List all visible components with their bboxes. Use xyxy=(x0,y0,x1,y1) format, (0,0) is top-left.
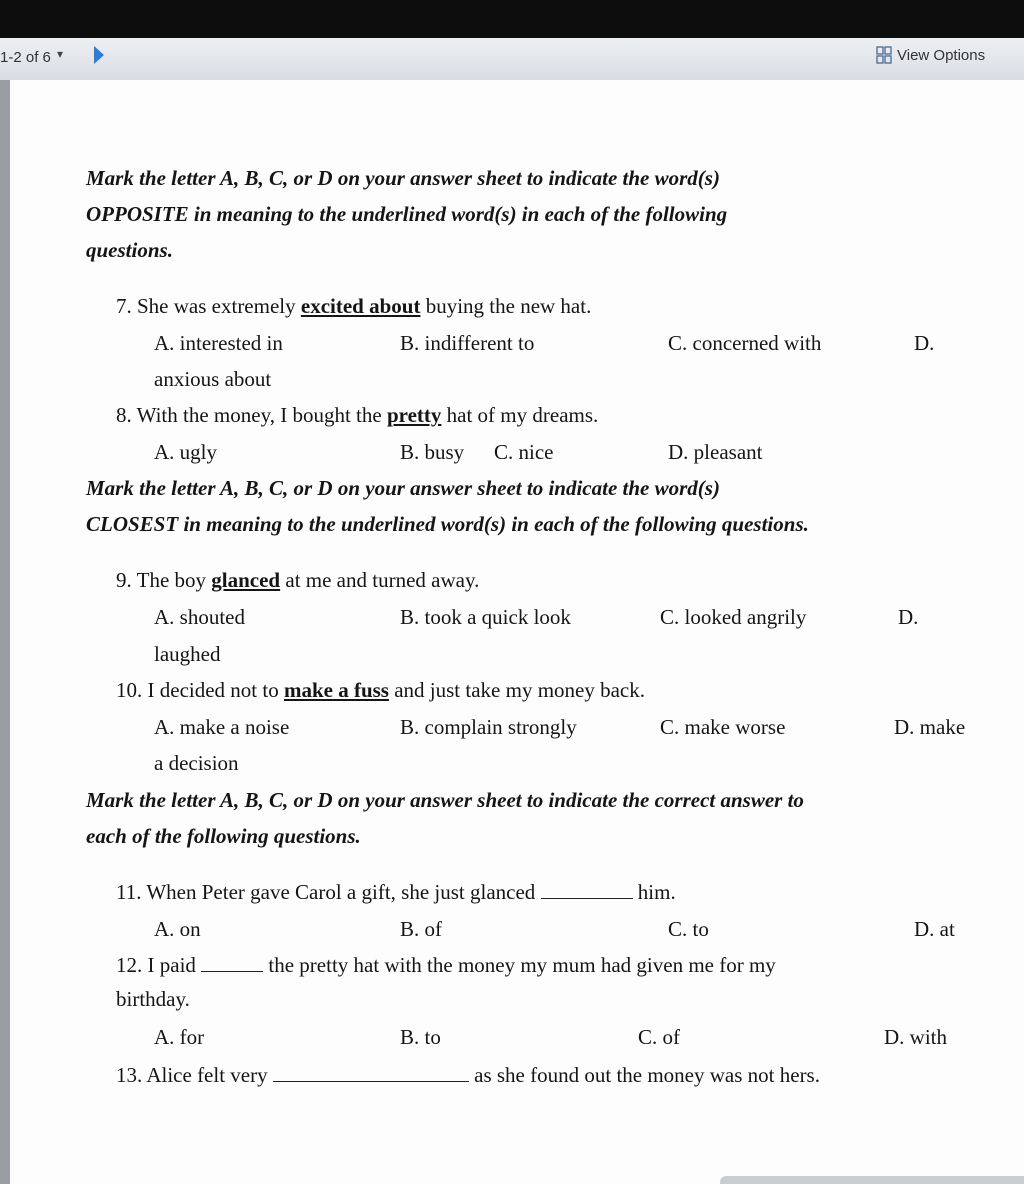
q10-prefix: 10. I decided not to xyxy=(116,678,284,702)
q10-suffix: and just take my money back. xyxy=(388,678,646,702)
section1-instruction-line-3: questions. xyxy=(86,238,173,262)
question-12 xyxy=(116,953,776,978)
q7-option-a: A. interested in xyxy=(154,331,283,355)
view-options-button[interactable] xyxy=(876,46,985,64)
section2-instruction-line-1: Mark the letter A, B, C, or D on your answer sheet to indicate the word(s) xyxy=(86,476,720,500)
q9-option-b: B. took a quick look xyxy=(400,605,571,629)
section1-instruction-line-1: Mark the letter A, B, C, or D on your answer sheet to indicate the word(s) xyxy=(86,166,720,190)
q12-option-d: D. with xyxy=(884,1025,947,1049)
view-options-label: View Options xyxy=(897,46,986,64)
window-top-bar xyxy=(0,0,1024,38)
q8-suffix: hat of my dreams. xyxy=(441,403,599,427)
view-options-icon xyxy=(876,46,892,64)
reader-toolbar xyxy=(0,38,1024,81)
q11-option-d: D. at xyxy=(914,917,955,941)
q12-wrap: birthday. xyxy=(116,987,190,1011)
q10-option-c: C. make worse xyxy=(660,715,786,739)
q7-suffix: buying the new hat. xyxy=(420,294,592,318)
q7-prefix: 7. She was extremely xyxy=(116,294,301,318)
q7-option-b: B. indifferent to xyxy=(400,331,535,355)
q9-underlined-word: glanced xyxy=(211,568,281,592)
question-7 xyxy=(116,294,591,319)
q12-option-a: A. for xyxy=(154,1025,205,1049)
q8-option-b: B. busy xyxy=(400,440,465,464)
q8-underlined-word: pretty xyxy=(386,403,442,427)
q7-option-c: C. concerned with xyxy=(668,331,822,355)
q9-option-c: C. looked angrily xyxy=(660,605,807,629)
q11-option-b: B. of xyxy=(400,917,442,941)
q11-blank xyxy=(541,884,633,899)
q13-prefix: 13. Alice felt very xyxy=(116,1063,273,1087)
question-10 xyxy=(116,678,645,703)
document-page xyxy=(10,80,1024,1184)
q7-option-d: D. xyxy=(914,331,935,355)
next-page-icon[interactable] xyxy=(94,46,104,64)
page-indicator: 1-2 of 6 xyxy=(0,49,51,66)
q8-option-d: D. pleasant xyxy=(668,440,763,464)
q11-suffix: him. xyxy=(632,880,676,904)
q8-option-c: C. nice xyxy=(494,440,554,464)
q9-option-d-wrap: laughed xyxy=(154,642,221,666)
q12-suffix: the pretty hat with the money my mum had given me for my xyxy=(263,953,776,977)
q10-underlined-phrase: make a fuss xyxy=(283,678,389,702)
q12-option-c: C. of xyxy=(638,1025,680,1049)
question-11 xyxy=(116,880,676,905)
q8-prefix: 8. With the money, I bought the xyxy=(116,403,387,427)
q11-prefix: 11. When Peter gave Carol a gift, she just glanced xyxy=(116,880,541,904)
section3-instruction-line-1: Mark the letter A, B, C, or D on your answer sheet to indicate the correct answer to xyxy=(86,788,804,812)
q9-option-d: D. xyxy=(898,605,919,629)
q10-option-d-wrap: a decision xyxy=(154,751,239,775)
q8-option-a: A. ugly xyxy=(154,440,217,464)
q11-option-a: A. on xyxy=(154,917,201,941)
q9-option-a: A. shouted xyxy=(154,605,245,629)
chevron-down-icon[interactable]: ▾ xyxy=(57,47,64,61)
section1-instruction-line-2: OPPOSITE in meaning to the underlined word(s) in each of the following xyxy=(86,202,728,226)
q10-option-a: A. make a noise xyxy=(154,715,290,739)
q10-option-d: D. make xyxy=(894,715,966,739)
horizontal-scrollbar[interactable] xyxy=(720,1176,1024,1184)
q9-suffix: at me and turned away. xyxy=(280,568,480,592)
q7-option-d-wrap: anxious about xyxy=(154,367,272,391)
q12-prefix: 12. I paid xyxy=(116,953,202,977)
q12-blank xyxy=(201,957,263,972)
section3-instruction-line-2: each of the following questions. xyxy=(86,824,361,848)
q12-option-b: B. to xyxy=(400,1025,441,1049)
page-gutter xyxy=(0,80,10,1184)
q7-underlined-word: excited about xyxy=(300,294,421,318)
q11-option-c: C. to xyxy=(668,917,709,941)
q13-suffix: as she found out the money was not hers. xyxy=(468,1063,820,1087)
q10-option-b: B. complain strongly xyxy=(400,715,577,739)
question-9 xyxy=(116,568,479,593)
q9-prefix: 9. The boy xyxy=(116,568,212,592)
question-8 xyxy=(116,403,598,428)
q13-blank xyxy=(273,1067,469,1082)
section2-instruction-line-2: CLOSEST in meaning to the underlined word(s) in each of the following questions. xyxy=(86,512,809,536)
question-13 xyxy=(116,1063,820,1088)
